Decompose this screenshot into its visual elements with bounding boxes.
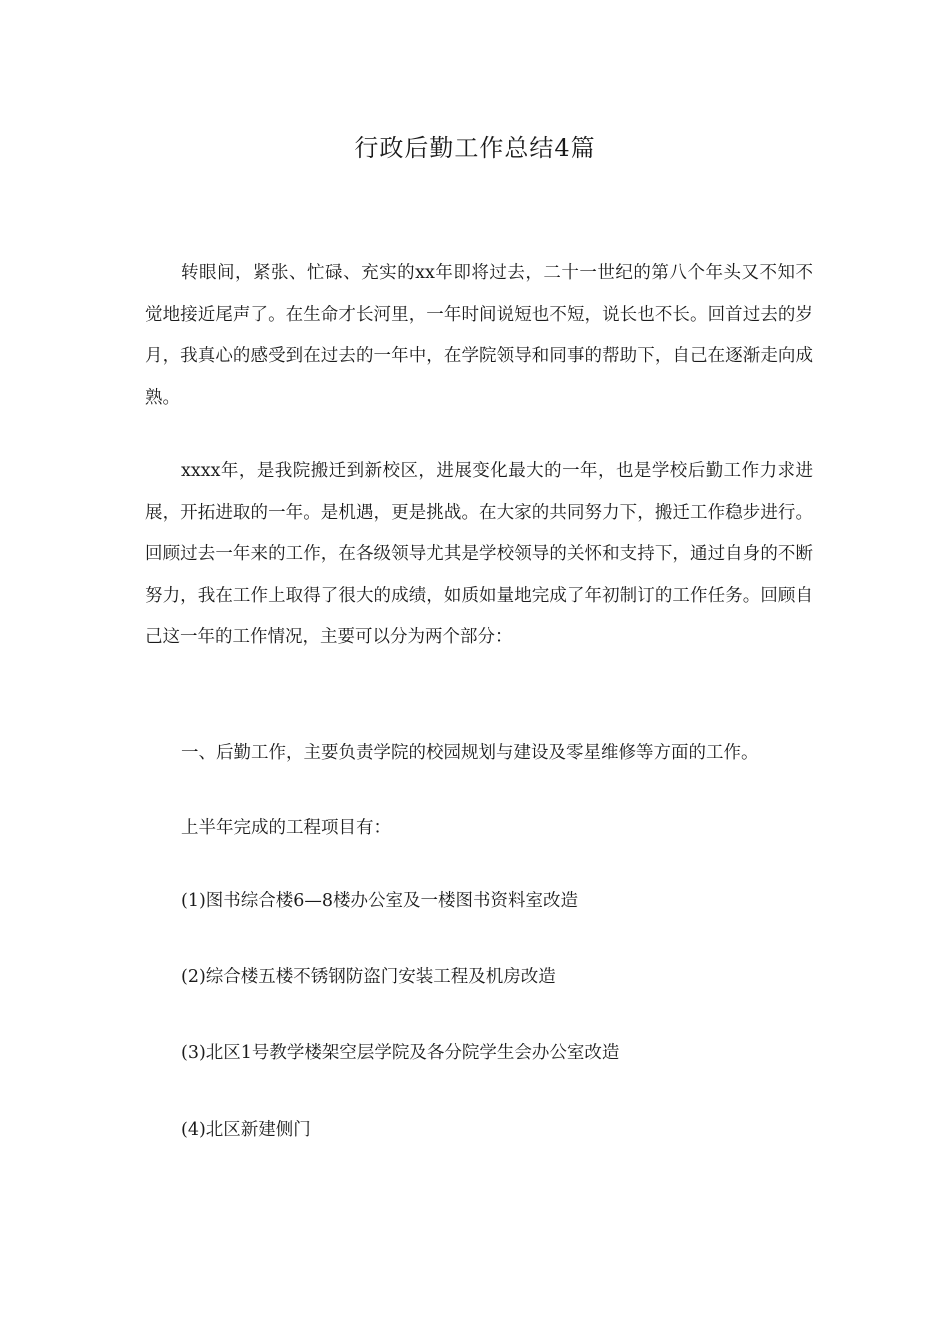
- paragraph-intro: 转眼间，紧张、忙碌、充实的xx年即将过去，二十一世纪的第八个年头又不知不觉地接近尾声了。在生命才长河里，一年时间说短也不短，说长也不长。回首过去的岁月，我真心的感受到在过去的一年中，在学院领导和同事的帮助下，自己在逐渐走向成熟。: [145, 263, 813, 408]
- subheading: 上半年完成的工程项目有：: [181, 818, 391, 838]
- section-heading: 一、后勤工作，主要负责学院的校园规划与建设及零星维修等方面的工作。: [181, 743, 759, 763]
- paragraph-overview: xxxx年，是我院搬迁到新校区，进展变化最大的一年，也是学校后勤工作力求进展，开拓进取的一年。是机遇，更是挑战。在大家的共同努力下，搬迁工作稳步进行。回顾过去一年来的工作，在各级领导尤其是学校领导的关怀和支持下，通过自身的不断努力，我在工作上取得了很大的成绩，如质如量地完成了年初制订的工作任务。回顾自己这一年的工作情况，主要可以分为两个部分：: [145, 461, 813, 647]
- list-item: (3)北区1号教学楼架空层学院及各分院学生会办公室改造: [181, 1043, 620, 1063]
- list-item: (1)图书综合楼6—8楼办公室及一楼图书资料室改造: [181, 891, 579, 911]
- document-title: 行政后勤工作总结4篇: [354, 134, 596, 162]
- list-item: (2)综合楼五楼不锈钢防盗门安装工程及机房改造: [181, 967, 556, 987]
- list-item: (4)北区新建侧门: [181, 1120, 311, 1140]
